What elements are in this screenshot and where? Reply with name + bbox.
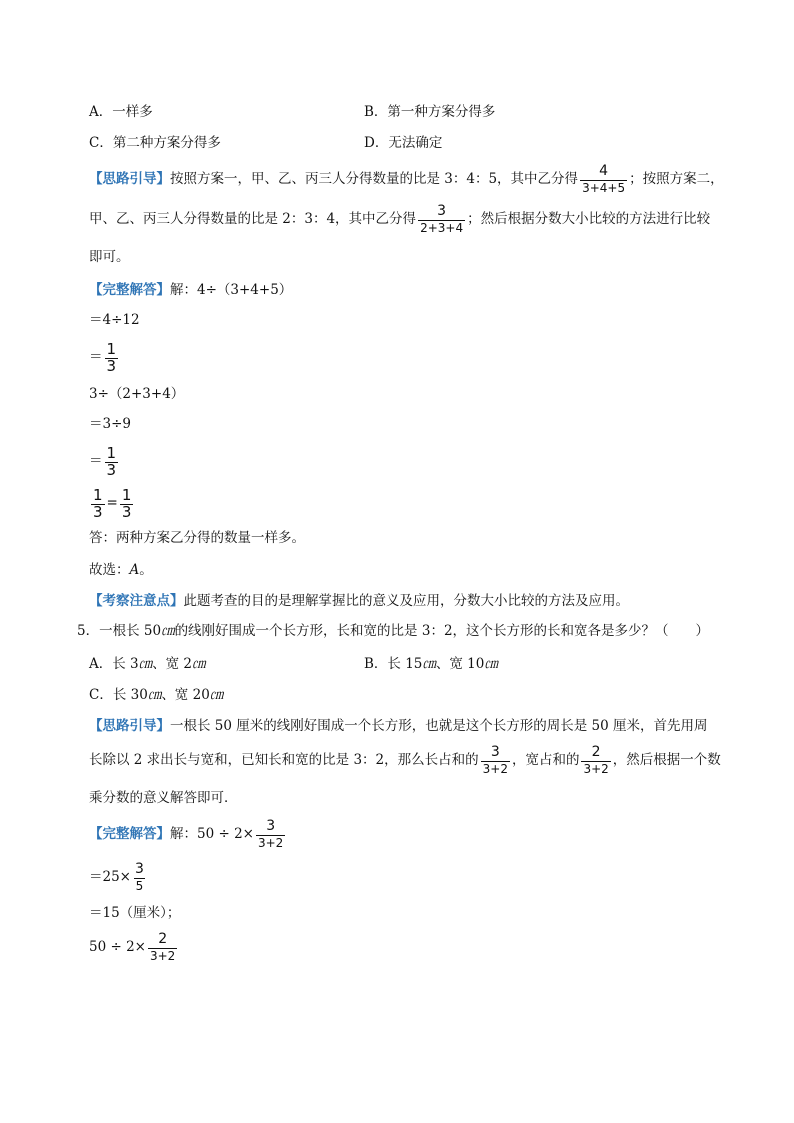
fraction: $\frac{1}{3}$ (106, 340, 117, 375)
q5-option-b: B．长 15㎝、宽 10㎝ (364, 656, 498, 672)
option-b: B．第一种方案分得多 (364, 104, 496, 120)
stem-text: 的线刚好围成一个长方形，长和宽的比是 3：2，这个长方形的长和宽各是多少？（ ） (174, 623, 710, 639)
fraction: $\frac{2}{3+2}$ (149, 931, 176, 963)
choose-prefix: 故选： (89, 562, 130, 578)
answer-text: 解：4÷（3+4+5） (170, 282, 293, 298)
answer-line-7 (89, 484, 135, 522)
hint-text: 一根长 50 厘米的线刚好围成一个长方形，也就是这个长方形的周长是 50 厘米，首先用周 (170, 718, 708, 734)
answer-text: 50 ÷ 2× (89, 939, 146, 955)
fraction: $\frac{3}{3+2}$ (257, 818, 284, 850)
answer-line-2: ＝4÷12 (89, 312, 140, 328)
hint-line-1 (89, 160, 724, 198)
q5-answer-line-2 (89, 858, 148, 896)
choose-suffix: 。 (139, 562, 153, 578)
hint-line-3: 即可。 (89, 249, 130, 265)
q5-answer-line-3: ＝15（厘米）； (89, 905, 181, 921)
answer-line-1 (89, 280, 292, 300)
hint-label: 【思路引导】 (89, 171, 170, 187)
answer-label: 【完整解答】 (89, 826, 170, 842)
answer-text: 解：50 ÷ 2× (170, 826, 254, 842)
q5-option-c: C．长 30㎝、宽 20㎝ (89, 687, 224, 703)
q5-answer-line-1 (89, 815, 287, 853)
fraction: $\frac{3}{5}$ (135, 861, 144, 893)
answer-line-6 (89, 442, 120, 480)
option-a: A．一样多 (89, 104, 153, 120)
hint-text: 按照方案一，甲、乙、丙三人分得数量的比是 3：4：5，其中乙分得 (170, 171, 579, 187)
hint-text: 长除以 2 求出长与宽和，已知长和宽的比是 3：2，那么长占和的 (89, 752, 479, 768)
q5-answer-line-4 (89, 928, 179, 966)
choose-line (89, 560, 153, 580)
hint-text: ；按照方案二， (629, 171, 724, 187)
equals-sign: ＝ (89, 349, 103, 365)
hint-text: ，宽占和的 (511, 752, 580, 768)
hint-line-2 (89, 200, 710, 238)
fraction: $\frac{2}{3+2}$ (583, 744, 609, 776)
q5-stem (77, 621, 709, 641)
q5-hint-line-2 (89, 741, 721, 779)
answer-text: ＝25× (89, 869, 131, 885)
choose-letter: A (129, 562, 140, 578)
fraction: $\frac{4}{3+4+5}$ (582, 163, 626, 195)
unit: ㎝ (161, 623, 175, 639)
q5-option-a: A．长 3㎝、宽 2㎝ (89, 656, 206, 672)
stem-text: 5．一根长 50 (77, 623, 162, 639)
note-line (89, 591, 629, 611)
hint-text: ，然后根据一个数 (612, 752, 721, 768)
fraction: $\frac{1}{3}$ (121, 486, 132, 521)
equals-sign: = (106, 495, 118, 511)
answer-conclusion: 答：两种方案乙分得的数量一样多。 (89, 530, 305, 546)
equals-sign: ＝ (89, 453, 103, 469)
option-c: C．第二种方案分得多 (89, 135, 221, 151)
answer-label: 【完整解答】 (89, 282, 170, 298)
answer-line-5: ＝3÷9 (89, 416, 131, 432)
answer-line-3 (89, 338, 120, 376)
fraction: $\frac{3}{3+2}$ (482, 744, 508, 776)
q5-hint-line-3: 乘分数的意义解答即可． (89, 790, 238, 806)
hint-label: 【思路引导】 (89, 718, 170, 734)
fraction: $\frac{1}{3}$ (106, 444, 117, 479)
fraction: $\frac{3}{2+3+4}$ (420, 203, 464, 235)
note-text: 此题考查的目的是理解掌握比的意义及应用，分数大小比较的方法及应用。 (183, 593, 629, 609)
answer-line-4: 3÷（2+3+4） (89, 386, 185, 402)
hint-text: 甲、乙、丙三人分得数量的比是 2：3：4，其中乙分得 (89, 211, 417, 227)
hint-text: ；然后根据分数大小比较的方法进行比较 (467, 211, 711, 227)
note-label: 【考察注意点】 (89, 593, 184, 609)
option-d: D．无法确定 (364, 135, 443, 151)
q5-hint-line-1 (89, 716, 708, 736)
fraction: $\frac{1}{3}$ (93, 486, 103, 521)
